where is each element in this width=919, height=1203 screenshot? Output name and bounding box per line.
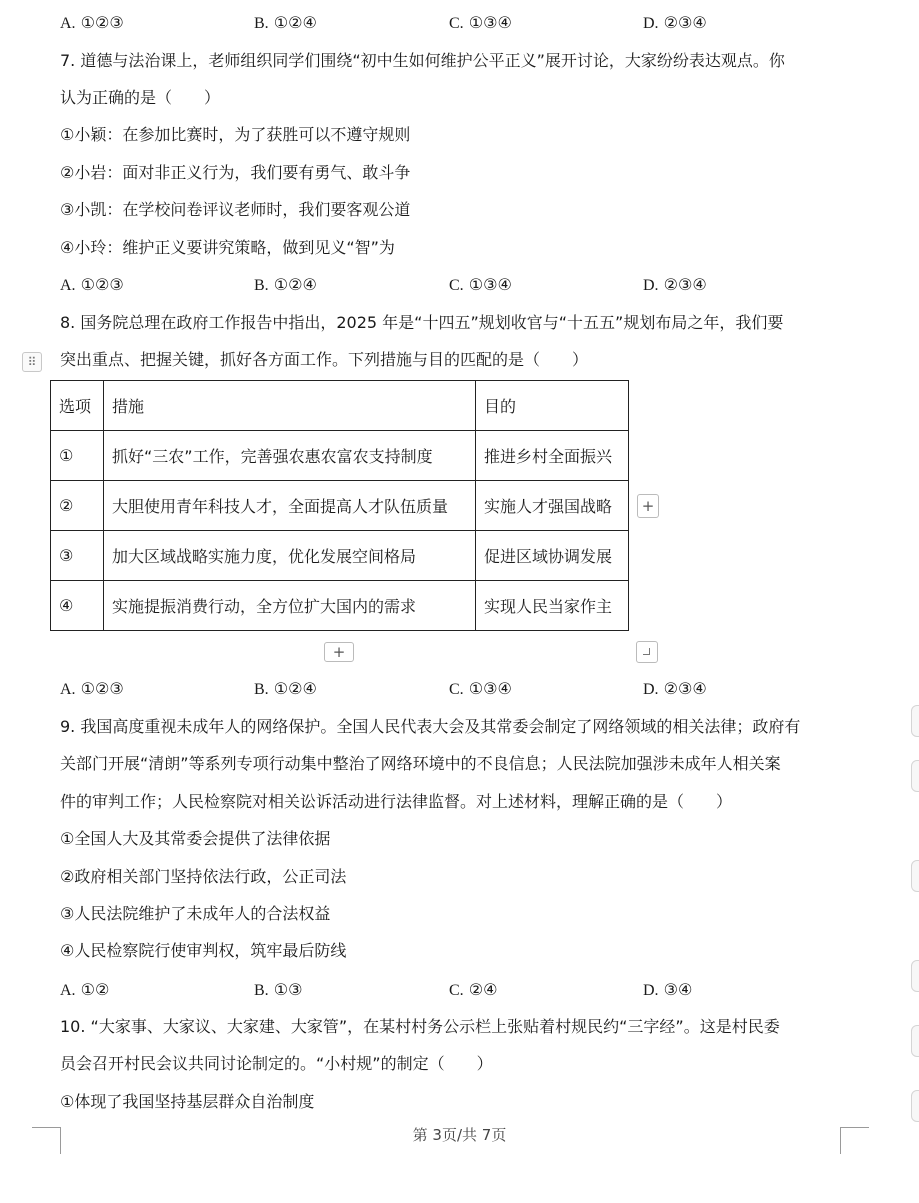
q7-stem-cont: 认为正确的是（ ）: [60, 88, 221, 107]
q7-option-c: [449, 275, 512, 296]
side-tab[interactable]: [911, 960, 919, 992]
side-tab[interactable]: [911, 760, 919, 792]
q9-option-b: [254, 980, 302, 1001]
table-cell: 推进乡村全面振兴: [476, 431, 629, 481]
q10-stem-cont: 员会召开村民会议共同讨论制定的。“小村规”的制定（ ）: [60, 1054, 493, 1073]
q7-option-b: [254, 275, 317, 296]
side-tab[interactable]: [911, 1090, 919, 1122]
option-value: ①②③: [80, 679, 124, 698]
q9-option-c: [449, 980, 497, 1001]
table-cell: ②: [51, 481, 104, 531]
q9-option-d: [643, 980, 692, 1001]
option-value: ①③④: [468, 275, 512, 294]
q7-option-a: [60, 275, 124, 296]
table-cell: 加大区域战略实施力度，优化发展空间格局: [104, 531, 476, 581]
side-tab[interactable]: [911, 860, 919, 892]
table-cell: ④: [51, 581, 104, 631]
option-value: ①②: [80, 980, 110, 999]
option-letter: A.: [60, 277, 76, 294]
table-cell: 抓好“三农”工作，完善强农惠农富农支持制度: [104, 431, 476, 481]
option-value: ①③④: [468, 679, 512, 698]
q8-option-b: [254, 679, 317, 700]
option-value: ①③: [273, 980, 303, 999]
q9-stem-cont: 件的审判工作；人民检察院对相关讼诉活动进行法律监督。对上述材料，理解正确的是（ ）: [60, 792, 733, 811]
q9-stem: 9. 我国高度重视未成年人的网络保护。全国人民代表大会及其常委会制定了网络领域的相关法律；政府有: [60, 717, 801, 736]
q8-option-c: [449, 679, 512, 700]
option-value: ①②③: [80, 275, 124, 294]
q7-statement-2: ②小岩：面对非正义行为，我们要有勇气、敢斗争: [60, 163, 411, 182]
q9-statement-1: ①全国人大及其常委会提供了法律依据: [60, 829, 331, 848]
add-column-button[interactable]: +: [637, 494, 659, 518]
page-corner-mark: [840, 1127, 869, 1154]
option-a: [60, 13, 124, 34]
q9-option-a: [60, 980, 109, 1001]
option-value: ②③④: [663, 13, 707, 32]
option-letter: A.: [60, 982, 76, 999]
option-letter: D.: [643, 681, 659, 698]
q7-statement-1: ①小颖：在参加比赛时，为了获胜可以不遵守规则: [60, 125, 411, 144]
table-row: [51, 531, 629, 581]
q7-stem: 7. 道德与法治课上，老师组织同学们围绕“初中生如何维护公平正义”展开讨论，大家纷纷表达观点。你: [60, 51, 785, 70]
option-letter: A.: [60, 15, 76, 32]
q10-stem: 10. “大家事、大家议、大家建、大家管”，在某村村务公示栏上张贴着村规民约“三字经”。这是村民委: [60, 1017, 780, 1036]
q10-statement-1: ①体现了我国坚持基层群众自治制度: [60, 1092, 315, 1111]
option-letter: B.: [254, 982, 269, 999]
table-header-cell: 措施: [104, 381, 476, 431]
table-resize-icon[interactable]: [636, 641, 658, 663]
option-letter: C.: [449, 681, 464, 698]
option-value: ①②④: [273, 679, 317, 698]
q8-option-d: [643, 679, 707, 700]
table-cell: 实施人才强国战略: [476, 481, 629, 531]
option-letter: A.: [60, 681, 76, 698]
q8-stem-cont: 突出重点、把握关键，抓好各方面工作。下列措施与目的匹配的是（ ）: [60, 350, 589, 369]
option-letter: B.: [254, 277, 269, 294]
option-value: ③④: [663, 980, 693, 999]
q8-table: [50, 380, 629, 631]
option-letter: D.: [643, 277, 659, 294]
option-value: ①②③: [80, 13, 124, 32]
option-letter: C.: [449, 982, 464, 999]
option-value: ②③④: [663, 275, 707, 294]
table-drag-handle-icon[interactable]: ⠿: [22, 352, 42, 372]
q9-statement-4: ④人民检察院行使审判权，筑牢最后防线: [60, 941, 347, 960]
option-value: ①②④: [273, 275, 317, 294]
table-header-row: [51, 381, 629, 431]
table-cell: 实施提振消费行动，全方位扩大国内的需求: [104, 581, 476, 631]
page-corner-mark: [32, 1127, 61, 1154]
add-row-button[interactable]: +: [324, 642, 354, 662]
table-row: [51, 581, 629, 631]
q9-statement-3: ③人民法院维护了未成年人的合法权益: [60, 904, 331, 923]
option-letter: C.: [449, 15, 464, 32]
page-footer: 第 3页/共 7页: [412, 1126, 507, 1144]
table-row: [51, 431, 629, 481]
option-value: ①③④: [468, 13, 512, 32]
table-cell: ③: [51, 531, 104, 581]
table-cell: 实现人民当家作主: [476, 581, 629, 631]
table-header-cell: 选项: [51, 381, 104, 431]
q9-statement-2: ②政府相关部门坚持依法行政，公正司法: [60, 867, 347, 886]
option-value: ①②④: [273, 13, 317, 32]
option-letter: B.: [254, 681, 269, 698]
side-tab[interactable]: [911, 1025, 919, 1057]
side-tab[interactable]: [911, 705, 919, 737]
option-c: [449, 13, 512, 34]
option-value: ②③④: [663, 679, 707, 698]
q8-option-a: [60, 679, 124, 700]
table-header-cell: 目的: [476, 381, 629, 431]
option-value: ②④: [468, 980, 498, 999]
option-letter: C.: [449, 277, 464, 294]
option-letter: D.: [643, 15, 659, 32]
q7-statement-3: ③小凯：在学校问卷评议老师时，我们要客观公道: [60, 200, 411, 219]
table-cell: 促进区域协调发展: [476, 531, 629, 581]
option-d: [643, 13, 707, 34]
option-b: [254, 13, 317, 34]
table-cell: ①: [51, 431, 104, 481]
q7-statement-4: ④小玲：维护正义要讲究策略，做到见义“智”为: [60, 238, 395, 257]
option-letter: D.: [643, 982, 659, 999]
option-letter: B.: [254, 15, 269, 32]
q7-option-d: [643, 275, 707, 296]
table-cell: 大胆使用青年科技人才，全面提高人才队伍质量: [104, 481, 476, 531]
q8-stem: 8. 国务院总理在政府工作报告中指出，2025 年是“十四五”规划收官与“十五五”规划布局之年，我们要: [60, 313, 784, 332]
q9-stem-cont: 关部门开展“清朗”等系列专项行动集中整治了网络环境中的不良信息；人民法院加强涉未成年人相关案: [60, 754, 781, 773]
table-row: [51, 481, 629, 531]
